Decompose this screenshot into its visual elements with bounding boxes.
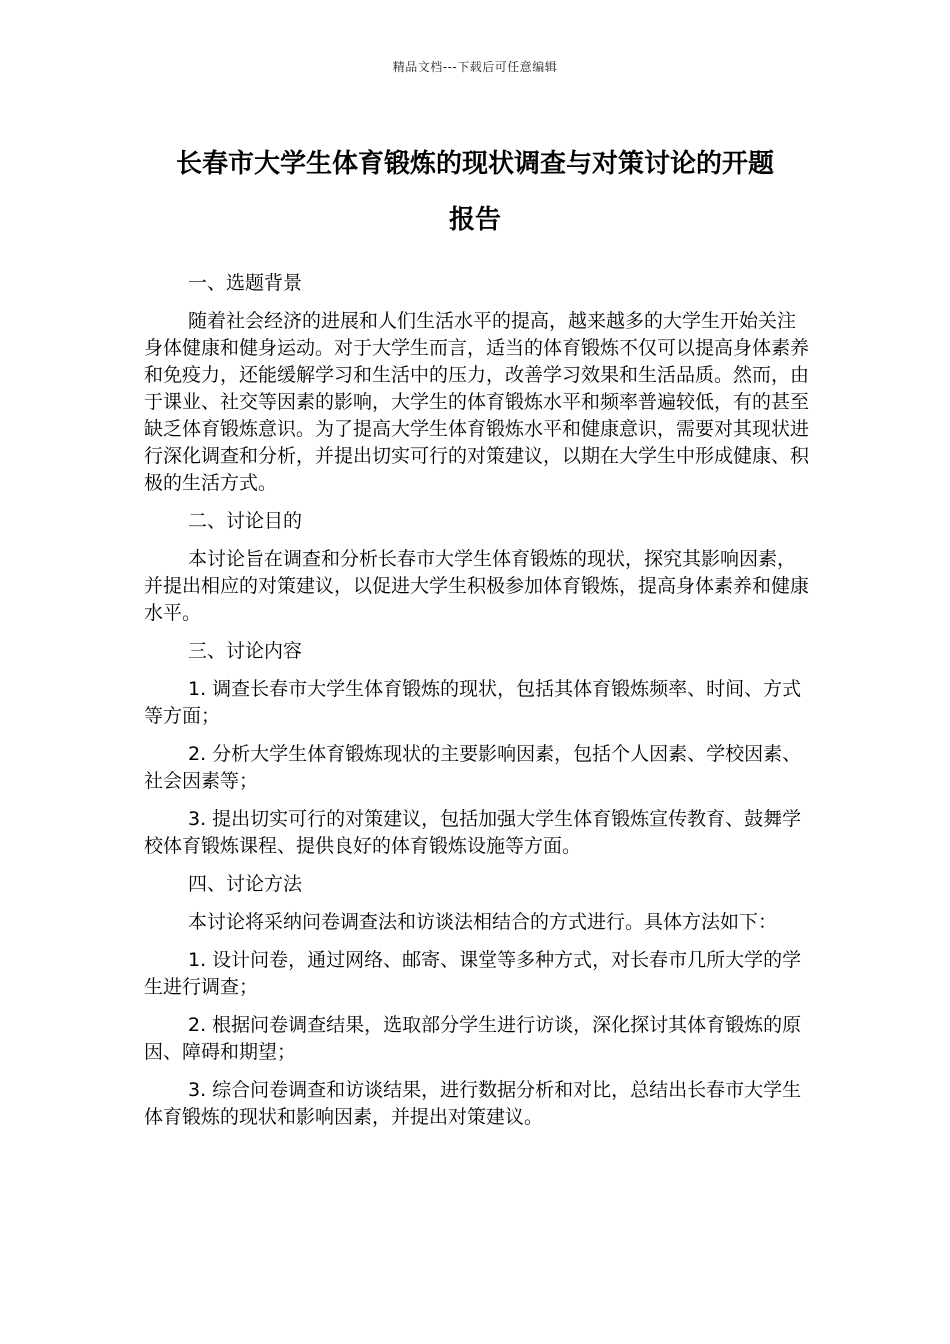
list-item-method-3: 3. 综合问卷调查和访谈结果，进行数据分析和对比，总结出长春市大学生体育锻炼的现状和影响因素，并提出对策建议。	[144, 1079, 802, 1128]
document-title-line1: 长春市大学生体育锻炼的现状调查与对策讨论的开题	[175, 149, 774, 179]
document-title	[140, 136, 810, 248]
paragraph-method-intro: 本讨论将采纳问卷调查法和访谈法相结合的方式进行。具体方法如下：	[188, 911, 778, 933]
section-heading-purpose: 二、讨论目的	[188, 510, 303, 532]
paragraph-purpose: 本讨论旨在调查和分析长春市大学生体育锻炼的现状，探究其影响因素，并提出相应的对策建议，以促进大学生积极参加体育锻炼，提高身体素养和健康水平。	[144, 548, 810, 624]
list-item-method-2: 2. 根据问卷调查结果，选取部分学生进行访谈，深化探讨其体育锻炼的原因、障碍和期望；	[144, 1014, 802, 1063]
list-item-content-2: 2. 分析大学生体育锻炼现状的主要影响因素，包括个人因素、学校因素、社会因素等；	[144, 743, 802, 792]
document-title-line2: 报告	[448, 205, 501, 235]
list-item-content-3: 3. 提出切实可行的对策建议，包括加强大学生体育锻炼宣传教育、鼓舞学校体育锻炼课程、提供良好的体育锻炼设施等方面。	[144, 808, 802, 857]
section-heading-content: 三、讨论内容	[188, 640, 303, 662]
document-body	[144, 270, 810, 1142]
paragraph-background: 随着社会经济的进展和人们生活水平的提高，越来越多的大学生开始关注身体健康和健身运动。对于大学生而言，适当的体育锻炼不仅可以提高身体素养和免疫力，还能缓解学习和生活中的压力，改善学习效果和生活品质。然而，由于课业、社交等因素的影响，大学生的体育锻炼水平和频率普遍较低，有的甚至缺乏体育锻炼意识。为了提高大学生体育锻炼水平和健康意识，需要对其现状进行深化调查和分析，并提出切实可行的对策建议，以期在大学生中形成健康、积极的生活方式。	[144, 310, 810, 494]
section-heading-method: 四、讨论方法	[188, 873, 303, 895]
list-item-content-1: 1. 调查长春市大学生体育锻炼的现状，包括其体育锻炼频率、时间、方式等方面；	[144, 678, 802, 727]
section-heading-background: 一、选题背景	[188, 272, 303, 294]
page-header-note: 精品文档---下载后可任意编辑	[392, 60, 558, 74]
list-item-method-1: 1. 设计问卷，通过网络、邮寄、课堂等多种方式，对长春市几所大学的学生进行调查；	[144, 949, 802, 998]
